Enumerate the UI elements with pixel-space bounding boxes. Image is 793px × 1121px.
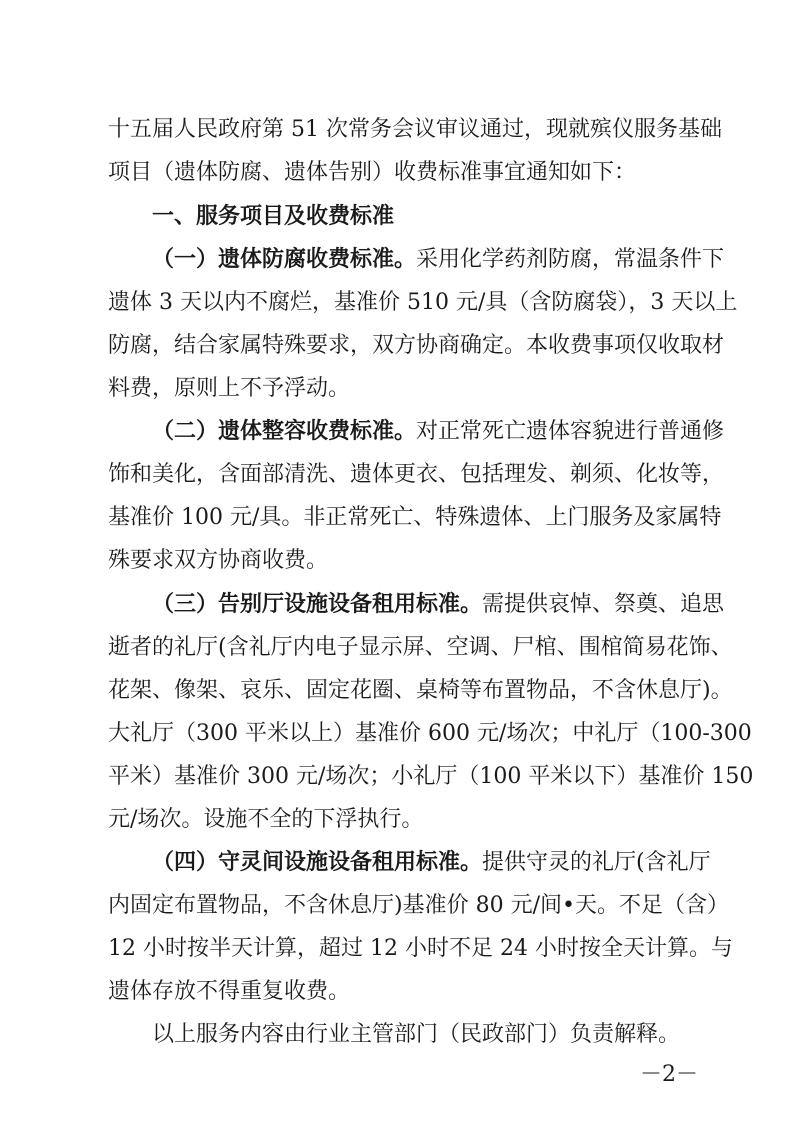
item-3-first-line <box>152 590 725 620</box>
item-1-line-3: 防腐，结合家属特殊要求，双方协商确定。本收费事项仅收取材 <box>108 333 725 358</box>
item-4-first-line <box>152 848 711 878</box>
item-2-line-1: 对正常死亡遗体容貌进行普通修 <box>416 419 725 444</box>
section-1-heading: 一、服务项目及收费标准 <box>152 204 395 229</box>
item-3-line-4: 大礼厅（300 平米以上）基准价 600 元/场次；中礼厅（100-300 <box>108 721 752 746</box>
item-3-heading: （三）告别厅设施设备租用标准。 <box>152 592 483 617</box>
item-3-line-6: 元/场次。设施不全的下浮执行。 <box>108 807 424 832</box>
item-3-line-2: 逝者的礼厅(含礼厅内电子显示屏、空调、尸棺、围棺简易花饰、 <box>108 635 733 660</box>
intro-line-1: 十五届人民政府第 51 次常务会议审议通过，现就殡仪服务基础 <box>108 117 722 142</box>
item-1-line-4: 料费，原则上不予浮动。 <box>108 376 351 401</box>
item-1-heading: （一）遗体防腐收费标准。 <box>152 247 417 272</box>
item-1-first-line <box>152 245 725 275</box>
item-4-line-2: 内固定布置物品，不含休息厅)基准价 80 元/间•天。不足（含） <box>108 893 729 918</box>
item-2-line-2: 饰和美化，含面部清洗、遗体更衣、包括理发、剃须、化妆等， <box>108 462 725 487</box>
item-1-line-2: 遗体 3 天以内不腐烂，基准价 510 元/具（含防腐袋），3 天以上 <box>108 290 738 315</box>
item-4-heading: （四）守灵间设施设备租用标准。 <box>152 850 483 875</box>
item-2-first-line <box>152 417 725 447</box>
item-4-line-4: 遗体存放不得重复收费。 <box>108 979 351 1004</box>
item-2-line-3: 基准价 100 元/具。非正常死亡、特殊遗体、上门服务及家属特 <box>108 505 722 530</box>
item-1-line-1: 采用化学药剂防腐，常温条件下 <box>416 247 725 272</box>
page-number: －2－ <box>640 1062 698 1087</box>
intro-line-2: 项目（遗体防腐、遗体告别）收费标准事宜通知如下： <box>108 160 637 185</box>
closing-statement: 以上服务内容由行业主管部门（民政部门）负责解释。 <box>152 1022 681 1047</box>
item-3-line-1: 需提供哀悼、祭奠、追思 <box>482 592 725 617</box>
item-3-line-5: 平米）基准价 300 元/场次；小礼厅（100 平米以下）基准价 150 <box>108 764 754 789</box>
item-3-line-3: 花架、像架、哀乐、固定花圈、桌椅等布置物品，不含休息厅)。 <box>108 678 733 703</box>
item-2-heading: （二）遗体整容收费标准。 <box>152 419 417 444</box>
item-4-line-1: 提供守灵的礼厅(含礼厅 <box>482 850 711 875</box>
item-4-line-3: 12 小时按半天计算，超过 12 小时不足 24 小时按全天计算。与 <box>108 936 733 961</box>
item-2-line-4: 殊要求双方协商收费。 <box>108 548 329 573</box>
